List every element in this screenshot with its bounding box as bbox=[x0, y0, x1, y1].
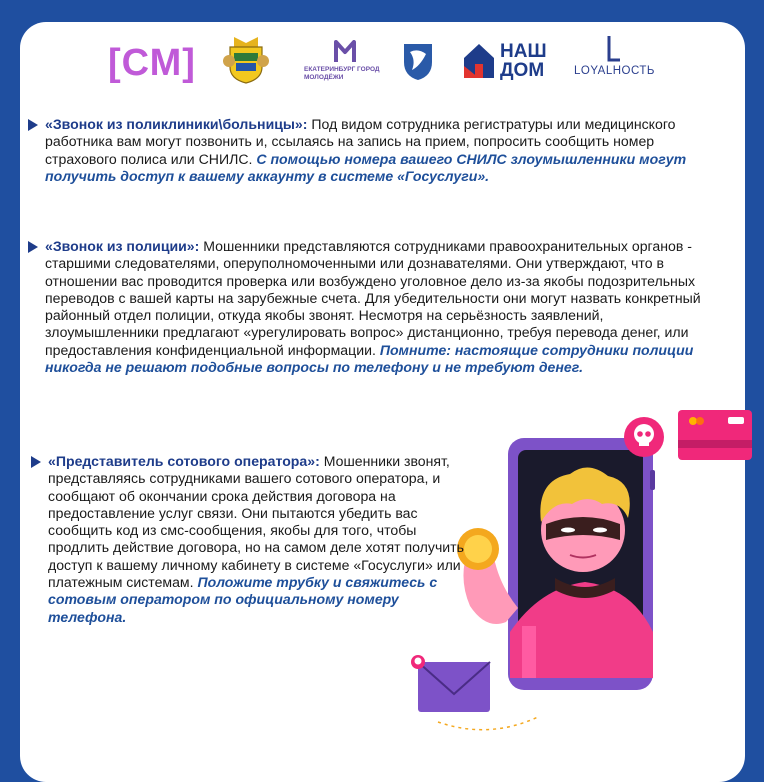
section-warning: Положите трубку и свяжитесь с сотовым оператором по официальному номеру телефона. bbox=[48, 574, 438, 625]
section-title: «Представитель сотового оператора»: bbox=[48, 453, 320, 469]
shield-emblem-icon bbox=[400, 40, 436, 82]
section-bullet bbox=[28, 241, 38, 253]
ekaterinburg-coat-of-arms-icon bbox=[220, 33, 272, 85]
nash-dom-logo-text: НАШ ДОМ bbox=[500, 41, 547, 81]
skull-small-icon bbox=[411, 655, 425, 669]
section-polyclinic-call bbox=[45, 116, 705, 185]
section-warning: Помните: настоящие сотрудники полиции никогда не решают подобные вопросы по телефону и не требуют денег. bbox=[45, 341, 694, 376]
loyalnost-logo-text: LOYALНОСТЬ bbox=[574, 65, 655, 77]
section-bullet bbox=[31, 456, 41, 468]
section-bullet bbox=[28, 119, 38, 131]
youth-city-icon bbox=[334, 40, 356, 64]
credit-card-icon bbox=[678, 410, 752, 460]
partner-logos bbox=[0, 0, 764, 100]
section-mobile-operator-call bbox=[48, 453, 468, 626]
loyalnost-l-icon bbox=[606, 34, 622, 64]
section-warning: С помощью номера вашего СНИЛС злоумышленники могут получить доступ к вашему аккаунту в системе «Госуслуги». bbox=[45, 150, 687, 184]
section-title: «Звонок из полиции»: bbox=[45, 238, 200, 254]
skull-icon bbox=[624, 417, 664, 457]
section-text: Мошенники представляются сотрудниками правоохранительных органов - старшими следователями, оперуполномоченными или дознавателями. Они утверждают, что в отношении вас проводится проверка или возбуждено уголовное дело из-за якобы подозрительных переводов с вашей карты на зарубежные счета. Для убедительности они могут назвать конкретный районный отдел полиции, откуда якобы звонят. Несмотря на серьёзность заявлений, злоумышленники предлагают «урегулировать вопрос» дистанционно, требуя перевода денег, или предоставления конфиденциальной информации. bbox=[45, 238, 701, 358]
section-police-call bbox=[45, 238, 710, 376]
envelope-icon bbox=[418, 662, 490, 712]
section-title: «Звонок из поликлиники\больницы»: bbox=[45, 116, 308, 132]
sm-logo: [СМ] bbox=[108, 42, 196, 84]
section-text: Под видом сотрудника регистратуры или медицинского работника вам могут позвонить и, ссылаясь на запись на прием, попросить сообщить номер страхового полиса или СНИЛС. bbox=[45, 116, 676, 167]
ekb-logo-caption: ЕКАТЕРИНБУРГ ГОРОД МОЛОДЁЖИ bbox=[304, 66, 380, 81]
section-text: Мошенники звонят, представляясь сотрудниками вашего сотового оператора, и сообщают об окончании срока действия договора на предоставление услуг связи. Они пытаются убедить вас сообщить код из смс-сообщения, якобы для того, чтобы продлить действие договора, но на самом деле хотят получить доступ к вашему личному кабинету в системе «Госуслуги» или платежным системам. bbox=[48, 453, 464, 591]
nash-dom-house-icon bbox=[462, 42, 496, 80]
